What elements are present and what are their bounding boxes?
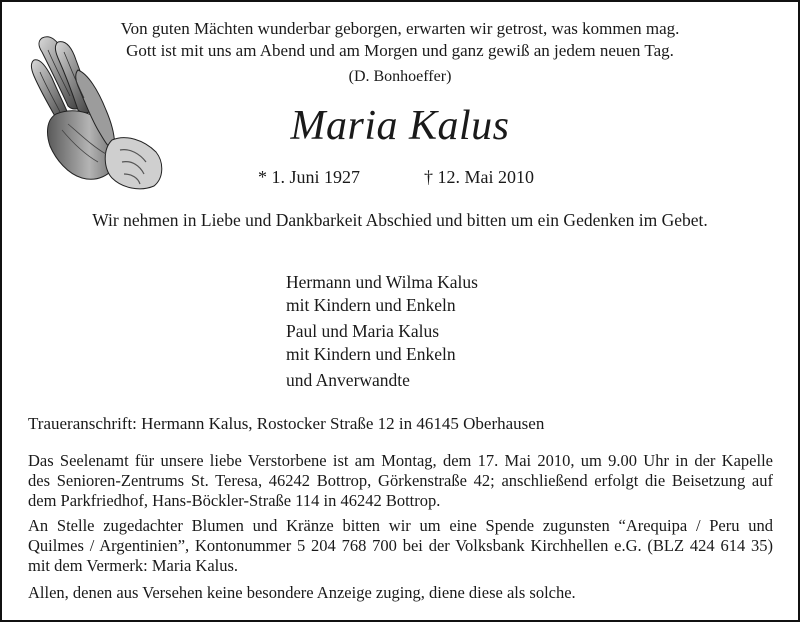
- service-line-3: dem Parkfriedhof, Hans-Böckler-Straße 114 in 46242 Bottrop.: [28, 491, 441, 510]
- service-line-2: des Senioren-Zentrums St. Teresa, 46242 Bottrop, Görkenstraße 42; anschließend erfolgt die Beisetzung auf: [28, 471, 773, 490]
- closing-text: Allen, denen aus Versehen keine besondere Anzeige zuging, diene diese als solche.: [28, 583, 576, 602]
- family-relatives: und Anverwandte: [286, 370, 410, 390]
- service-line-1: Das Seelenamt für unsere liebe Verstorbene ist am Montag, dem 17. Mai 2010, um 9.00 Uhr in der Kapelle: [28, 451, 773, 470]
- poem-line-1: Von guten Mächten wunderbar geborgen, erwarten wir getrost, was kommen mag.: [120, 19, 680, 38]
- poem-line-2: Gott ist mit uns am Abend und am Morgen und ganz gewiß an jedem neuen Tag.: [126, 41, 674, 60]
- donation-line-2: Quilmes / Argentinien”, Kontonummer 5 204 768 700 bei der Volksbank Kirchhellen e.G. (BLZ 424 614 35): [28, 536, 773, 555]
- family-group-1-line-1: Hermann und Wilma Kalus: [286, 272, 478, 292]
- donation-line-3: mit dem Vermerk: Maria Kalus.: [28, 556, 239, 575]
- poem-attribution: (D. Bonhoeffer): [348, 68, 452, 85]
- death-date: † 12. Mai 2010: [424, 167, 534, 187]
- family-group-1-line-2: mit Kindern und Enkeln: [286, 295, 456, 315]
- donation-line-1: An Stelle zugedachter Blumen und Kränze bitten wir um eine Spende zugunsten “Arequipa / Peru und: [28, 516, 773, 535]
- mourning-address: Traueranschrift: Hermann Kalus, Rostocker Straße 12 in 46145 Oberhausen: [28, 414, 545, 433]
- family-group-2-line-1: Paul und Maria Kalus: [286, 321, 440, 341]
- deceased-name: Maria Kalus: [290, 103, 510, 149]
- farewell-text: Wir nehmen in Liebe und Dankbarkeit Abschied und bitten um ein Gedenken im Gebet.: [92, 210, 708, 230]
- family-group-2-line-2: mit Kindern und Enkeln: [286, 344, 456, 364]
- birth-date: * 1. Juni 1927: [258, 167, 361, 187]
